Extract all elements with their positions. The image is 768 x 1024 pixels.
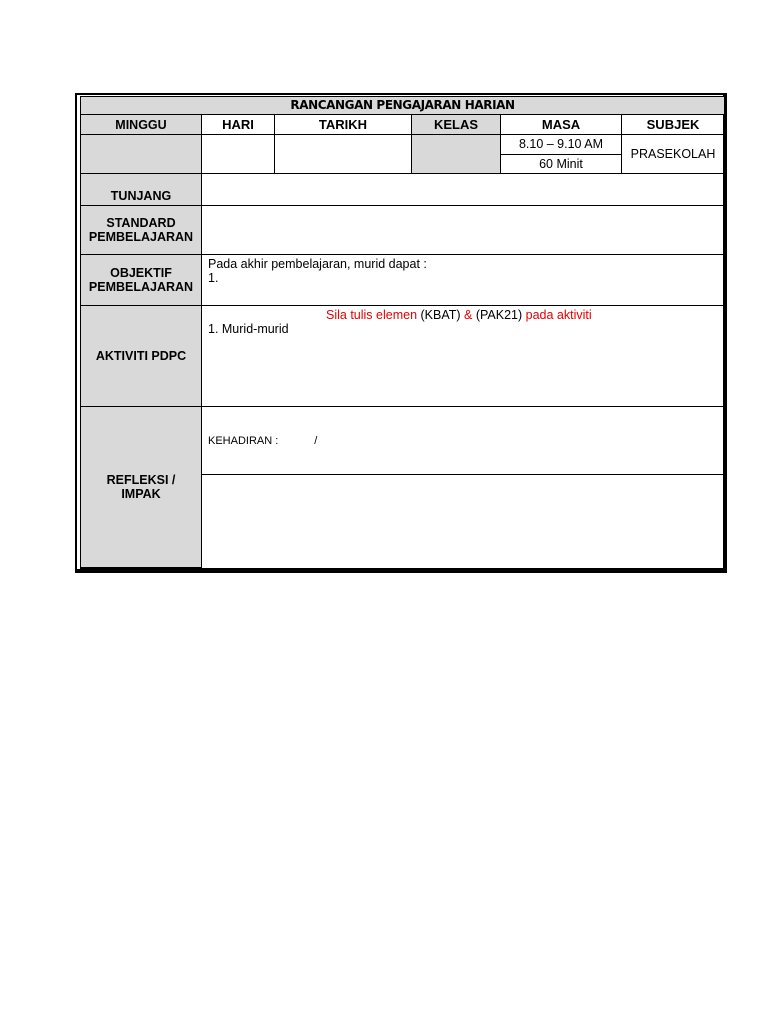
tunjang-text: TUNJANG — [110, 189, 172, 203]
minggu-value-cell[interactable] — [81, 135, 202, 174]
tunjang-field[interactable] — [202, 174, 725, 206]
standard-label-line1: STANDARD — [106, 216, 176, 230]
objektif-label — [81, 255, 202, 306]
aktiviti-note-d: (PAK21) — [475, 308, 526, 322]
standard-field[interactable] — [202, 206, 725, 255]
header-hari: HARI — [202, 115, 275, 135]
header-minggu: MINGGU — [81, 115, 202, 135]
header-masa: MASA — [501, 115, 622, 135]
kehadiran-label: KEHADIRAN : — [208, 434, 279, 447]
aktiviti-note-a: Sila tulis elemen — [326, 308, 421, 322]
masa-time: 8.10 – 9.10 AM — [501, 135, 622, 155]
aktiviti-note-c: & — [464, 308, 476, 322]
aktiviti-field[interactable] — [202, 306, 725, 407]
objektif-label-line2: PEMBELAJARAN — [88, 280, 194, 294]
header-kelas: KELAS — [412, 115, 501, 135]
aktiviti-note — [208, 308, 718, 322]
subjek-value: PRASEKOLAH — [622, 135, 725, 174]
aktiviti-note-b: (KBAT) — [420, 308, 465, 322]
aktiviti-label-text: AKTIVITI PDPC — [95, 349, 187, 363]
header-tarikh: TARIKH — [275, 115, 412, 135]
kehadiran-field[interactable] — [202, 407, 725, 475]
aktiviti-item-1: 1. Murid-murid — [208, 322, 289, 336]
objektif-label-line1: OBJEKTIF — [110, 266, 172, 280]
refleksi-field[interactable] — [202, 475, 725, 569]
objektif-item-1: 1. — [208, 271, 219, 285]
tarikh-value-cell[interactable] — [275, 135, 412, 174]
standard-label-line2: PEMBELAJARAN — [88, 230, 194, 244]
kelas-value-cell[interactable] — [412, 135, 501, 174]
form-title: RANCANGAN PENGAJARAN HARIAN — [81, 97, 725, 115]
aktiviti-label — [81, 306, 202, 407]
tunjang-label — [81, 174, 202, 206]
refleksi-label-line2: IMPAK — [121, 487, 161, 501]
header-subjek: SUBJEK — [622, 115, 725, 135]
standard-label — [81, 206, 202, 255]
rph-form-table — [80, 96, 725, 570]
objektif-intro: Pada akhir pembelajaran, murid dapat : — [208, 257, 427, 271]
hari-value-cell[interactable] — [202, 135, 275, 174]
objektif-field[interactable] — [202, 255, 725, 306]
aktiviti-note-e: pada aktiviti — [525, 308, 592, 322]
kehadiran-slash: / — [314, 434, 318, 447]
refleksi-label — [81, 407, 202, 569]
refleksi-label-line1: REFLEKSI / — [106, 473, 176, 487]
masa-duration: 60 Minit — [501, 155, 622, 174]
